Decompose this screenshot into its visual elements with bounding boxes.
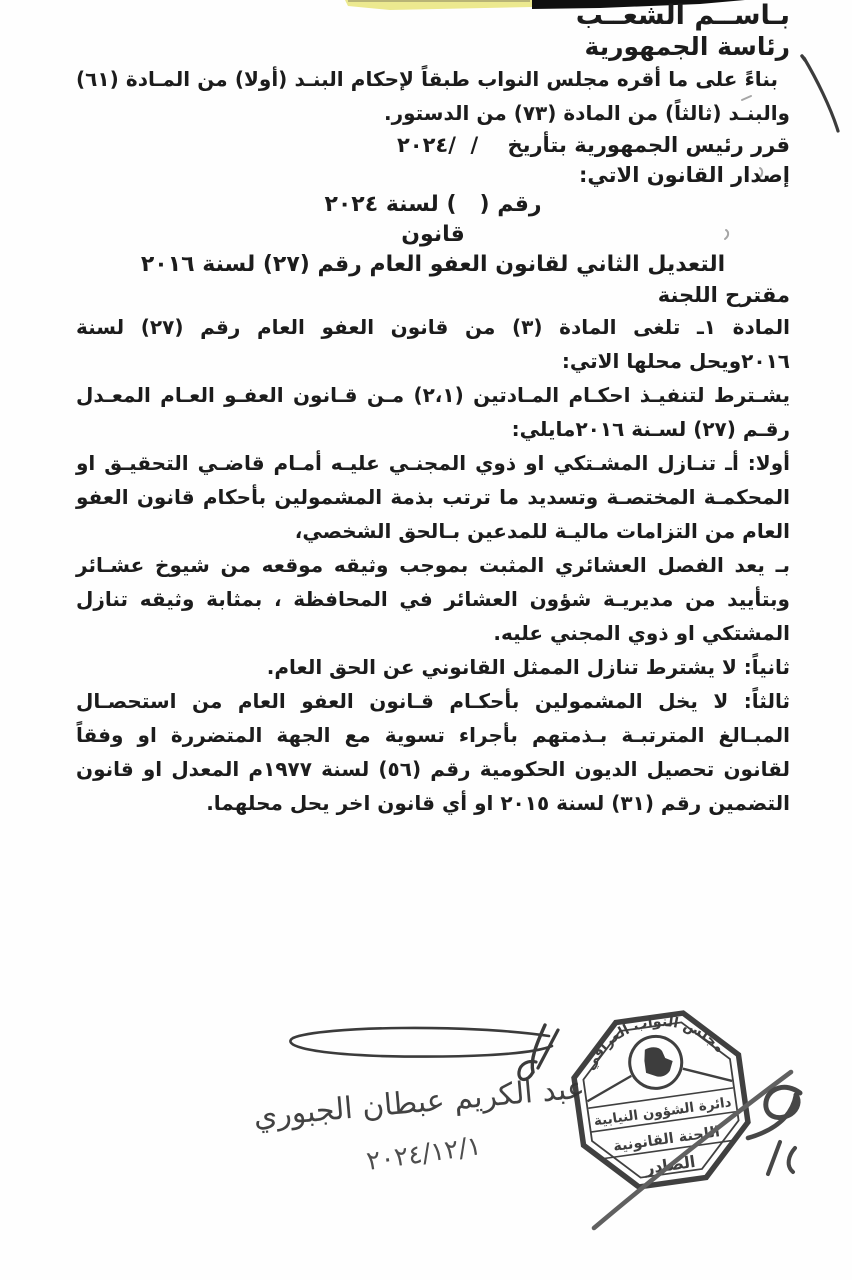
stamp-issued-text: الصادر	[643, 1151, 697, 1178]
signature-date: ٢٠٢٤/١٢/١	[364, 1131, 484, 1177]
clause-first-a-paragraph: أولا: أـ تنـازل المشـتكي او ذوي المجنـي عليـه أمـام قاضـي التحقيـق او المحكمـة المختصـة وتسديد ما ترتب بذمة المشمولين بأحكام قانون العفو العام من التزامات ماليـة للمدعين بـالحق الشخصي،	[76, 451, 790, 543]
article-1-paragraph: المادة ١ـ تلغى المادة (٣) من قانون العفو العام رقم (٢٧) لسنة ٢٠١٦ويحل محلها الاتي:	[76, 315, 790, 373]
committee-proposal-heading: مقترح اللجنة	[657, 283, 790, 307]
preamble-paragraph: بناءً على ما أقره مجلس النواب طبقاً لإحكام البنـد (أولا) من المـادة (٦١) والبنـد (ثالثاً) من المادة (٧٣) من الدستور.	[76, 67, 790, 125]
signature-flourish	[290, 1025, 558, 1080]
signature-name: عبد الكريم عبطان الجبوري	[252, 1070, 587, 1135]
law-number-heading: رقم ( ) لسنة ٢٠٢٤	[324, 192, 542, 217]
pen-stroke-top-right	[725, 56, 838, 239]
clause-second-paragraph: ثانياً: لا يشترط تنازل الممثل القانوني عن الحق العام.	[266, 655, 790, 679]
clause-first-b-paragraph: بـ يعد الفصل العشائري المثبت بموجب وثيقه موقعه من شيوخ عشـائر وبتأييد من مديريـة شؤون العشائر في المحافظة ، بمثابة وثيقه تنازل المشتكي او ذوي المجني عليه.	[76, 553, 790, 645]
law-heading: قانون	[401, 222, 465, 247]
presidential-decision-line: قرر رئيس الجمهورية بتأريخ / /٢٠٢٤	[396, 133, 790, 157]
clause-third-paragraph: ثالثاً: لا يخل المشمولين بأحكـام قـانون العفو العام من استحصـال المبـالغ المترتبـة بـذمتهم بأجراء تسوية مع الجهة المتضررة او وفقاً لقانون تحصيل الديون الحكومية رقم (٥٦) لسنة ١٩٧٧م المعدل او قانون التضمين رقم (٣١) لسنة ٢٠١٥ او أي قانون اخر يحل محلهما.	[76, 689, 791, 815]
conditions-intro-paragraph: يشـترط لتنفيـذ احكـام المـادتين (٢،١) مـن قـانون العفـو العـام المعـدل رقـم (٢٧) لسـنة ٢٠١٦مايلي:	[76, 383, 790, 441]
stamp-organization-text: مجلس النواب العراقي	[581, 1013, 728, 1073]
stamp-directorate-text: دائرة الشؤون النيابية	[592, 1094, 733, 1130]
law-title-heading: التعديل الثاني لقانون العفو العام رقم (٢٧) لسنة ٢٠١٦	[140, 252, 726, 277]
header-presidency-of-republic: رئاسة الجمهورية	[584, 32, 790, 61]
scribble-bottom-right	[594, 1072, 800, 1228]
issuance-line: إصدار القانون الاتي:	[579, 163, 790, 187]
stamp-committee-text: اللجنة القانونية	[612, 1124, 721, 1156]
header-in-the-name-of-the-people: بـاســم الشعــب	[575, 0, 790, 31]
